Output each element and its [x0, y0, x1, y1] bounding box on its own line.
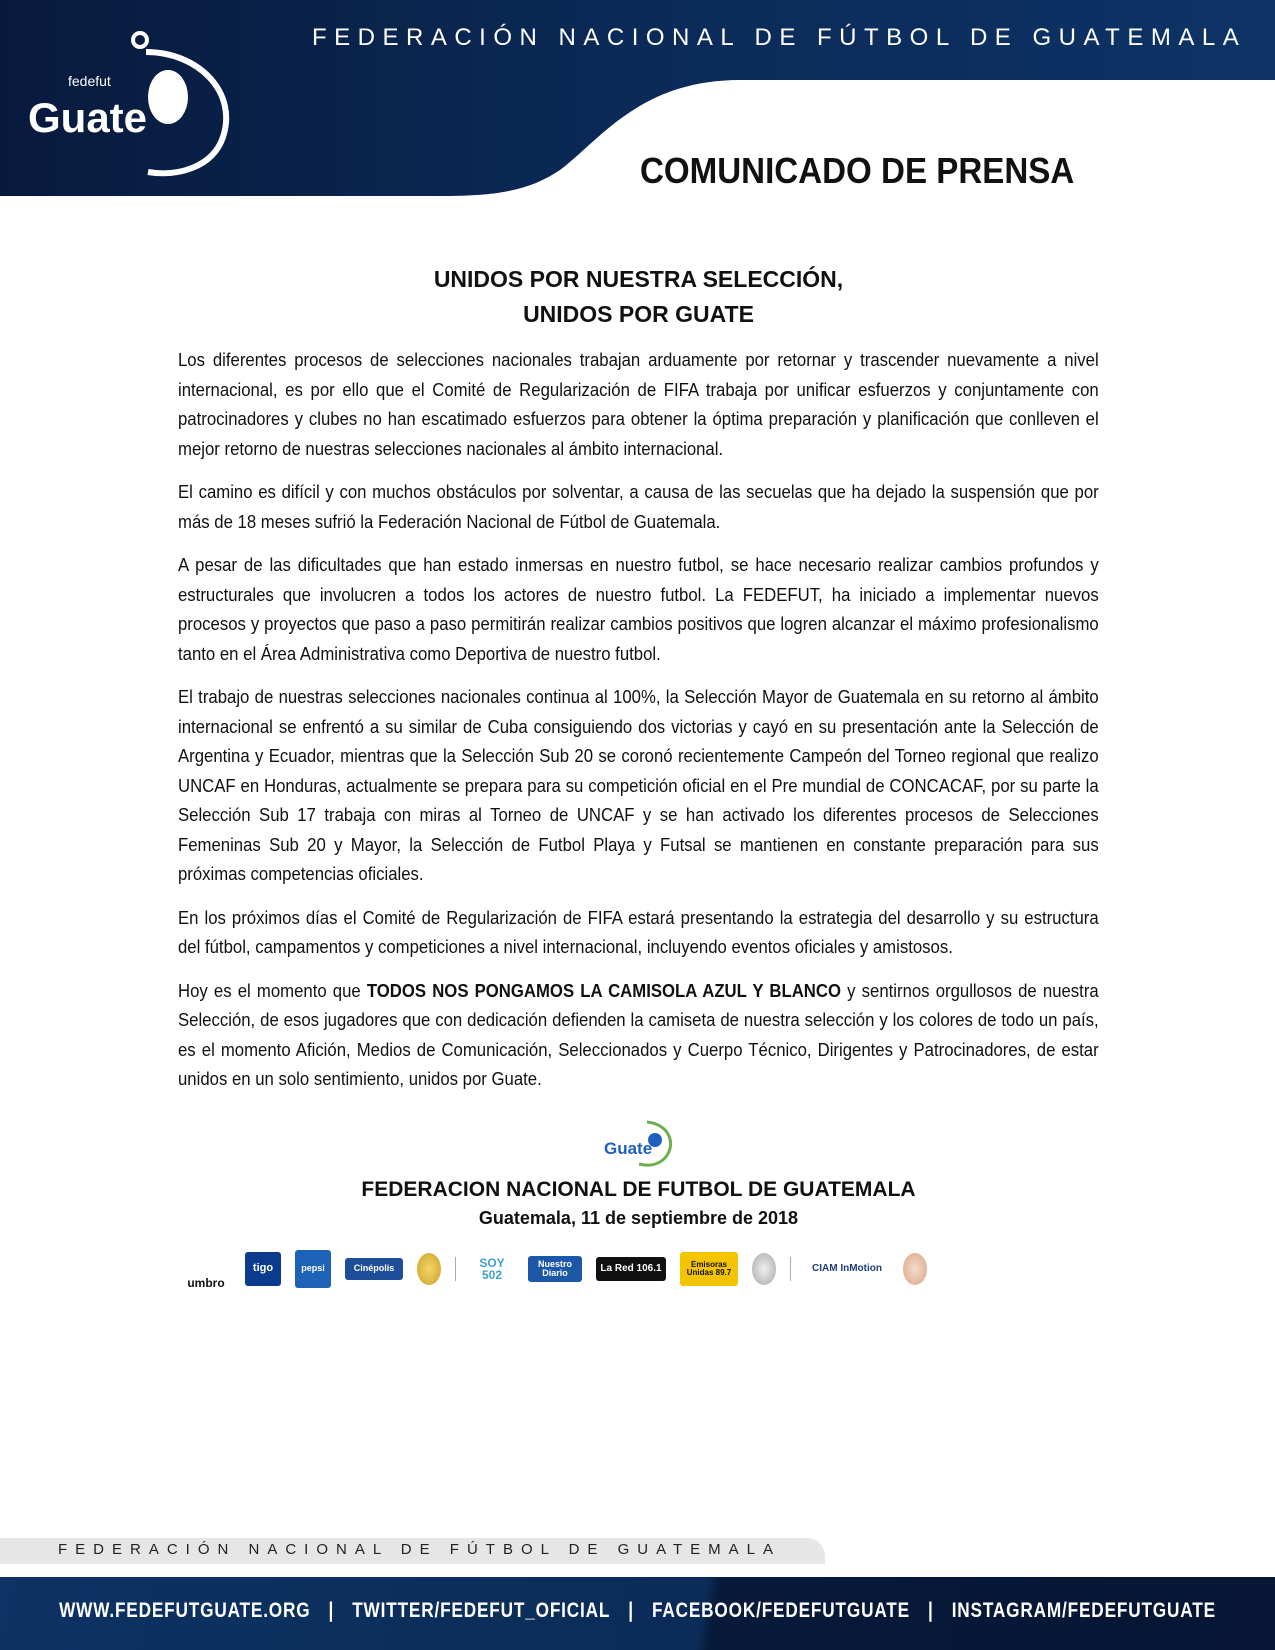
logo-text: Guate [603, 1138, 652, 1158]
heading-line1: UNIDOS POR NUESTRA SELECCIÓN, [433, 266, 844, 292]
sponsor-pepsi: pepsi [295, 1250, 331, 1288]
instagram-link[interactable]: INSTAGRAM/FEDEFUTGUATE [951, 1599, 1216, 1622]
paragraph [178, 976, 1099, 1094]
sponsor-tigo: tigo [245, 1252, 281, 1286]
sponsor-cinepolis: Cinépolis [345, 1258, 403, 1280]
logo-big-text: Guate [28, 94, 148, 141]
gold-medal-icon [417, 1253, 441, 1285]
sponsor-nuestro-diario: Nuestro Diario [528, 1256, 582, 1282]
band-text: FEDERACIÓN NACIONAL DE FÚTBOL DE GUATEMALA [58, 1541, 782, 1558]
fedefut-logo [28, 22, 258, 182]
paragraph: El camino es difícil y con muchos obstáculos por solventar, a causa de las secuelas que ha dejado la suspensión que por más de 18 meses sufrió la Federación Nacional de Fútbol de Guatemala. [178, 481, 1099, 532]
website-link[interactable]: WWW.FEDEFUTGUATE.ORG [59, 1599, 311, 1622]
twitter-link[interactable]: TWITTER/FEDEFUT_OFICIAL [352, 1599, 611, 1622]
document-type: COMUNICADO DE PRENSA [640, 150, 1075, 191]
press-body-wrapper [178, 345, 1099, 1108]
paragraph: El trabajo de nuestras selecciones nacionales continua al 100%, la Selección Mayor de Guatemala en su retorno al ámbito internacional se enfrentó a su similar de Cuba consiguiendo dos victorias y cayó en su presentación ante la Selección de Argentina y Ecuador, mientras que la Selección Sub 20 se coronó recientemente Campeón del Torneo regional que realizo UNCAF en Honduras, actualmente se prepara para su competición oficial en el Pre mundial de CONCACAF, por su parte la Selección Sub 17 trabaja con miras al Torneo de UNCAF y se han activado los diferentes procesos de Selecciones Femeninas Sub 20 y Mayor, la Selección de Futbol Playa y Futsal se mantienen en constante preparación para sus próximas competencias oficiales. [178, 686, 1099, 884]
sponsor-emisoras-unidas: Emisoras Unidas 89.7 [680, 1252, 738, 1286]
sponsor-logos [181, 1239, 1096, 1299]
signature [178, 1178, 1099, 1229]
divider [790, 1257, 791, 1281]
press-body [178, 345, 1099, 1094]
bold-text: TODOS NOS PONGAMOS LA CAMISOLA AZUL Y BLANCO [366, 979, 841, 1001]
heading-line2: UNIDOS POR GUATE [523, 301, 754, 327]
footer [0, 1577, 1275, 1650]
paragraph: A pesar de las dificultades que han estado inmersas en nuestro futbol, se hace necesario realizar cambios profundos y estructurales que involucren a todos los actores de nuestro futbol. La FEDEFUT, ha iniciado a implementar nuevos procesos y proyectos que paso a paso permitirán realizar cambios positivos que logren alcanzar el máximo profesionalismo tanto en el Área Administrativa como Deportiva de nuestro futbol. [178, 554, 1099, 664]
signature-org: FEDERACION NACIONAL DE FUTBOL DE GUATEMALA [361, 1177, 916, 1201]
separator: | [927, 1599, 934, 1622]
paragraph: Los diferentes procesos de selecciones nacionales trabajan arduamente por retornar y trascender nuevamente a nivel internacional, es por ello que el Comité de Regularización de FIFA trabaja por unificar esfuerzos y conjuntamente con patrocinadores y clubes no han escatimado esfuerzos para obtener la óptima preparación y planificación que conlleven el mejor retorno de nuestras selecciones nacionales al ámbito internacional. [178, 349, 1099, 459]
text: y sentirnos orgullosos de nuestra Selección, de esos jugadores que con dedicación defienden la camiseta de nuestra selección y los colores de todo un país, es el momento Afición, Medios de Comunicación, Seleccionados y Cuerpo Técnico, Dirigentes y Patrocinadores, de estar unidos en un solo sentimiento, unidos por Guate. [178, 979, 1099, 1089]
sponsor-soy502: SOY 502 [479, 1255, 505, 1282]
bronze-medal-icon [903, 1253, 927, 1285]
federation-title: FEDERACIÓN NACIONAL DE FÚTBOL DE GUATEMALA [312, 24, 1247, 51]
sponsor-la-red: La Red 106.1 [596, 1257, 666, 1281]
signature-date: Guatemala, 11 de septiembre de 2018 [478, 1207, 799, 1228]
divider [455, 1257, 456, 1281]
paragraph: En los próximos días el Comité de Regularización de FIFA estará presentando la estrategia del desarrollo y su estructura del fútbol, campamentos y competiciones a nivel internacional, incluyendo eventos oficiales y amistosos. [178, 906, 1099, 957]
fedefut-small-logo [599, 1114, 679, 1170]
separator: | [328, 1599, 335, 1622]
facebook-link[interactable]: FACEBOOK/FEDEFUTGUATE [651, 1599, 910, 1622]
sponsor-umbro: umbro [187, 1275, 225, 1290]
press-heading [178, 262, 1099, 332]
logo-small-text: fedefut [68, 73, 111, 89]
silver-medal-icon [752, 1253, 776, 1285]
sponsor-ciam: CIAM InMotion [812, 1262, 882, 1274]
separator: | [628, 1599, 634, 1622]
press-content [178, 345, 1099, 1299]
text: Hoy es el momento que [178, 979, 367, 1001]
